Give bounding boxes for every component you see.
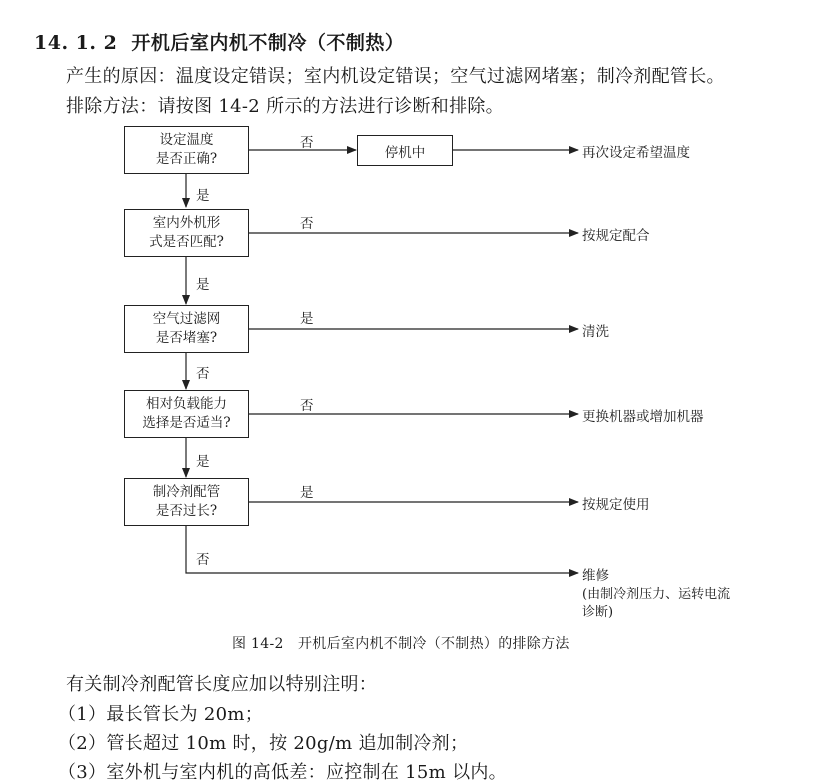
result-repair: 维修: [582, 568, 609, 584]
box-line: 是否过长?: [155, 503, 218, 519]
box-line: 是否堵塞?: [155, 330, 218, 346]
repair-note-line: (由制冷剂压力、运转电流: [582, 587, 731, 602]
cause-line: 产生的原因：温度设定错误；室内机设定错误；空气过滤网堵塞；制冷剂配管长。: [66, 66, 725, 87]
down-label: 是: [196, 188, 210, 204]
branch-label: 是: [300, 311, 314, 327]
box-line: 选择是否适当?: [142, 415, 231, 431]
down-label: 否: [196, 552, 210, 568]
box-line: 是否正确?: [155, 151, 218, 167]
branch-label: 否: [300, 135, 314, 151]
result-replace-machine: 更换机器或增加机器: [582, 409, 704, 425]
decision-box-capacity: [124, 390, 249, 438]
repair-note: [582, 586, 730, 622]
branch-label: 否: [300, 216, 314, 232]
decision-box-pipe-length: [124, 478, 249, 526]
decision-box-unit-match: [124, 209, 249, 257]
arrow-final-path: [186, 526, 578, 573]
note-item: （1）最长管长为 20m；: [58, 704, 264, 725]
section-title: 开机后室内机不制冷（不制热）: [131, 32, 405, 54]
note-item: （3）室外机与室内机的高低差：应控制在 15m 以内。: [58, 762, 507, 783]
repair-note-line: 诊断): [582, 605, 614, 620]
down-label: 是: [196, 454, 210, 470]
result-clean: 清洗: [582, 324, 609, 340]
stop-box: 停机中: [357, 135, 453, 166]
down-label: 是: [196, 277, 210, 293]
box-line: 式是否匹配?: [149, 234, 224, 250]
section-number: 14. 1. 2: [34, 32, 118, 54]
branch-label: 是: [300, 485, 314, 501]
box-line: 相对负载能力: [146, 396, 227, 412]
notes-intro: 有关制冷剂配管长度应加以特别注明：: [66, 674, 378, 695]
result-use-as-specified: 按规定使用: [582, 497, 650, 513]
figure-caption: 图 14-2 开机后室内机不制冷（不制热）的排除方法: [232, 636, 570, 652]
box-line: 空气过滤网: [152, 311, 221, 327]
down-label: 否: [196, 366, 210, 382]
box-line: 制冷剂配管: [152, 484, 221, 500]
decision-box-filter: [124, 305, 249, 353]
result-reset-temperature: 再次设定希望温度: [582, 145, 690, 161]
branch-label: 否: [300, 398, 314, 414]
box-line: 室内外机形: [152, 215, 221, 231]
method-line: 排除方法：请按图 14-2 所示的方法进行诊断和排除。: [66, 96, 504, 117]
note-item: （2）管长超过 10m 时，按 20g/m 追加制冷剂；: [58, 733, 469, 754]
box-line: 设定温度: [159, 132, 214, 148]
decision-box-temperature: [124, 126, 249, 174]
result-match-units: 按规定配合: [582, 228, 650, 244]
